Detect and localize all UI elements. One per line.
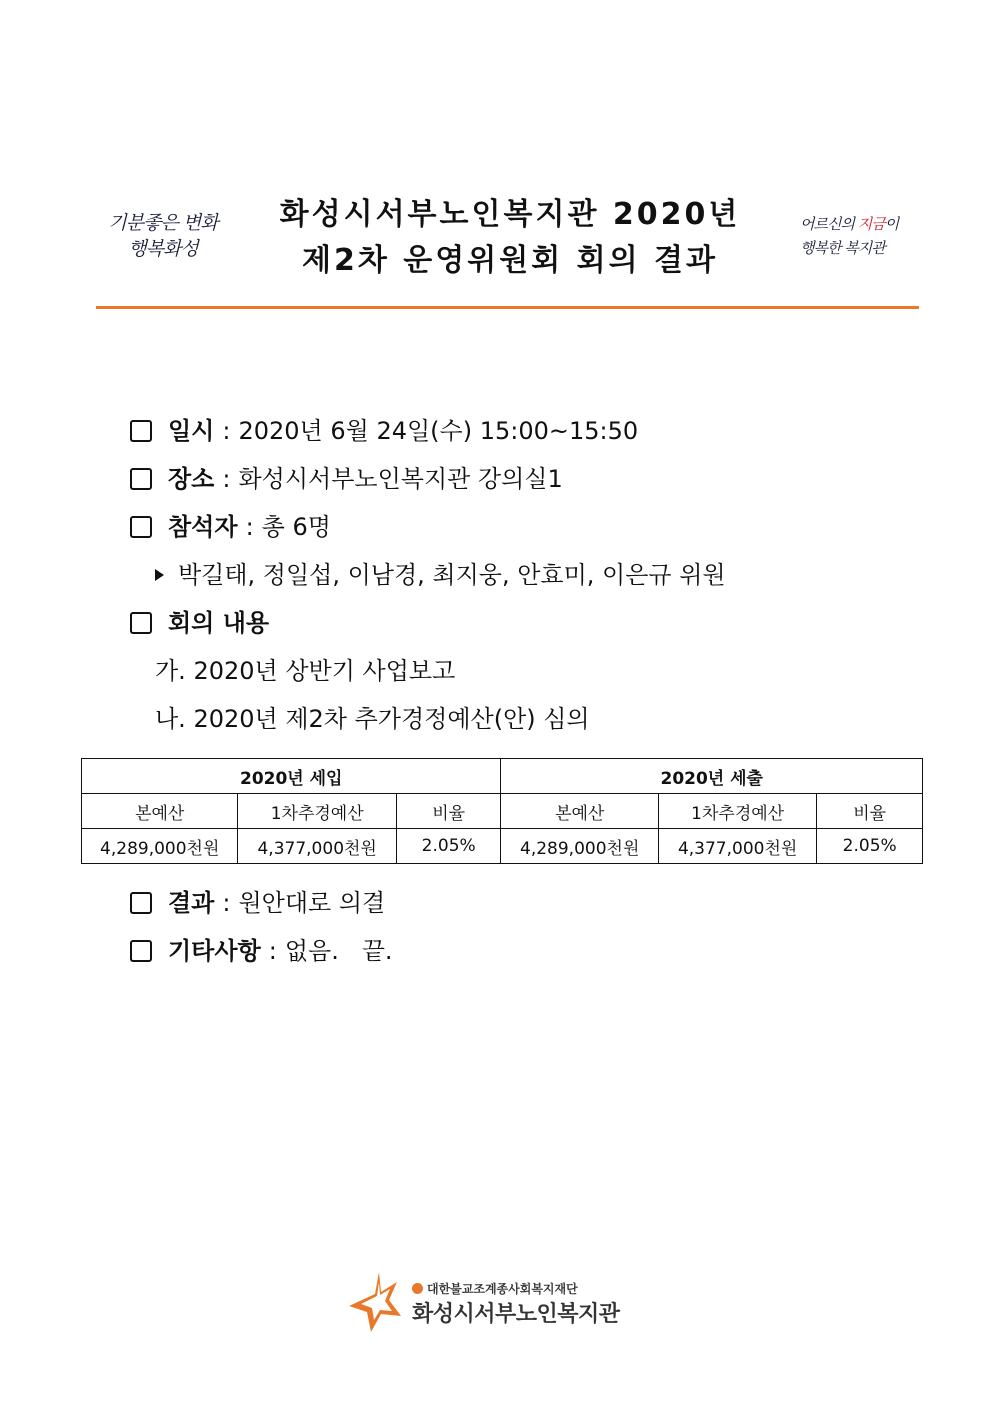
star-logo-icon — [345, 1270, 405, 1334]
title-line2: 제2차 운영위원회 회의 결과 — [302, 243, 718, 278]
attendees-names: 박길태, 정일섭, 이남경, 최지웅, 안효미, 이은규 위원 — [178, 561, 726, 589]
attendees-label: 참석자 — [168, 513, 238, 541]
table-cell: 2.05% — [817, 829, 923, 864]
place-value: 화성시서부노인복지관 강의실1 — [238, 465, 563, 493]
checkbox-icon — [130, 468, 152, 490]
attendees-value: 총 6명 — [261, 513, 331, 541]
footer-logo — [345, 1270, 655, 1334]
item-result: 결과 : 원안대로 의결 — [130, 887, 385, 919]
slogan-right-suffix: 이 — [884, 215, 899, 233]
table-cell: 4,377,000천원 — [238, 829, 396, 864]
col-header: 본예산 — [501, 794, 658, 829]
agenda-item-b: 나. 2020년 제2차 추가경정예산(안) 심의 — [155, 705, 590, 733]
budget-table — [81, 758, 923, 864]
agenda-label: 회의 내용 — [168, 609, 270, 637]
table-cell: 2.05% — [396, 829, 501, 864]
foundation-name — [412, 1280, 578, 1297]
item-place: 장소 : 화성시서부노인복지관 강의실1 — [130, 463, 563, 495]
item-attendees: 참석자 : 총 6명 — [130, 511, 331, 543]
table-cell: 4,289,000천원 — [501, 829, 658, 864]
slogan-right-prefix: 어르신의 — [800, 215, 858, 233]
table-row — [82, 829, 923, 864]
item-other: 기타사항 : 없음. 끝. — [130, 935, 393, 967]
datetime-value: 2020년 6월 24일(수) 15:00~15:50 — [238, 417, 639, 445]
header-divider — [96, 306, 919, 309]
result-value: 원안대로 의결 — [238, 889, 386, 917]
document-title — [230, 192, 790, 284]
checkbox-icon — [130, 940, 152, 962]
place-label: 장소 — [168, 465, 215, 493]
checkbox-icon — [130, 516, 152, 538]
table-column-row — [82, 794, 923, 829]
datetime-label: 일시 — [168, 417, 215, 445]
result-label: 결과 — [168, 889, 215, 917]
table-cell: 4,289,000천원 — [82, 829, 238, 864]
attendees-list — [155, 559, 726, 591]
checkbox-icon — [130, 612, 152, 634]
expense-header: 2020년 세출 — [501, 759, 923, 794]
dharma-wheel-icon — [412, 1283, 423, 1294]
table-header-row — [82, 759, 923, 794]
slogan-right-line1 — [800, 212, 925, 236]
checkbox-icon — [130, 420, 152, 442]
title-line1: 화성시서부노인복지관 2020년 — [279, 197, 741, 232]
revenue-header: 2020년 세입 — [82, 759, 501, 794]
col-header: 본예산 — [82, 794, 238, 829]
slogan-left-line2: 행복화성 — [128, 238, 198, 260]
agenda-item-a: 가. 2020년 상반기 사업보고 — [155, 657, 456, 685]
col-header: 비율 — [396, 794, 501, 829]
checkbox-icon — [130, 892, 152, 914]
table-cell: 4,377,000천원 — [658, 829, 816, 864]
slogan-left-line1: 기분좋은 변화 — [108, 212, 218, 234]
item-datetime: 일시 : 2020년 6월 24일(수) 15:00~15:50 — [130, 415, 638, 447]
slogan-right-logo — [800, 212, 925, 260]
other-label: 기타사항 — [168, 937, 261, 965]
other-value: 없음. 끝. — [284, 937, 393, 965]
col-header: 비율 — [817, 794, 923, 829]
org-name: 화성시서부노인복지관 — [412, 1302, 620, 1327]
slogan-left-logo — [108, 210, 218, 262]
triangle-bullet-icon — [155, 569, 164, 581]
col-header: 1차추경예산 — [658, 794, 816, 829]
foundation-text: 대한불교조계종사회복지재단 — [427, 1282, 578, 1296]
col-header: 1차추경예산 — [238, 794, 396, 829]
item-agenda — [130, 607, 269, 639]
slogan-right-line2: 행복한 복지관 — [800, 239, 885, 257]
slogan-right-accent: 지금 — [857, 215, 885, 233]
